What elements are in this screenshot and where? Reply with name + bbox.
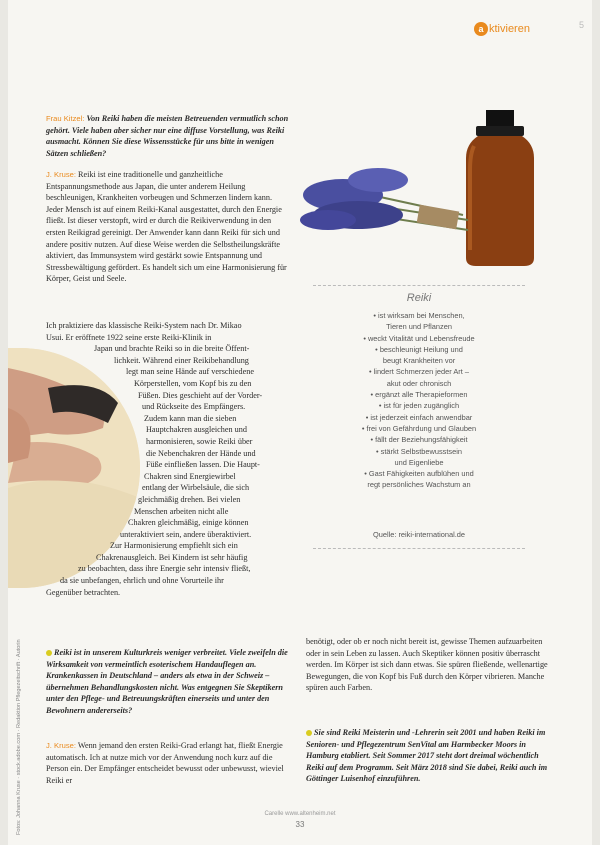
box-list-item: • lindert Schmerzen jeder Art – bbox=[369, 367, 469, 377]
body-line: Ich praktiziere das klassische Reiki-System nach Dr. Mikao bbox=[46, 321, 242, 330]
answer-label-2: J. Kruse: bbox=[46, 741, 76, 750]
box-list-item: • Gast Fähigkeiten aufblühen und bbox=[364, 469, 474, 479]
box-list-item: • stärkt Selbstbewusstsein bbox=[376, 446, 462, 456]
box-list-item: regt persönliches Wachstum an bbox=[367, 480, 471, 490]
box-list-item: und Eigenliebe bbox=[394, 457, 444, 467]
body-line: Menschen arbeiten nicht alle bbox=[134, 506, 229, 516]
footer-url: Carelle www.altenheim.net bbox=[264, 811, 336, 817]
body-line: Körperstellen, vom Kopf bis zu den bbox=[134, 378, 252, 388]
box-top-divider bbox=[313, 285, 525, 286]
magazine-page bbox=[8, 0, 592, 845]
corner-number: 5 bbox=[578, 20, 584, 30]
third-question bbox=[306, 727, 552, 785]
second-answer bbox=[46, 740, 291, 786]
box-list-item: • frei von Gefährdung und Glauben bbox=[361, 423, 477, 433]
box-list-item: Tieren und Pflanzen bbox=[386, 322, 452, 332]
section-badge bbox=[474, 22, 530, 36]
body-line: und Rückseite des Empfängers. bbox=[142, 402, 246, 412]
intro-answer-text: Reiki ist eine traditionelle und ganzheitliche Entspannungsmethode aus Japan, die unter anderem Heilung beschleunigen, Krankheiten vorbeugen und Schmerzen lindern kann. Jeder Mensch ist auf einem Reiki-Kanal ausgestattet, durch den Energie fließt. Ist dieser verstopft, wird er durch die Reikiverwendung in den ersten Reikigrad gereinigt. Der Anwender kann dann Reiki für sich und andere positiv nutzen. Auf diese Weise werden die Selbstheilungskräfte aktiviert, das Immunsystem wird gestärkt sowie Entspannung und Stressbewältigung gefördert. Es handelt sich um eine Harmonisierung für Körper, Geist und Seele. bbox=[46, 170, 287, 284]
body-line: Hauptchakren ausgleichen und bbox=[146, 425, 247, 435]
second-answer-text: Wenn jemand den ersten Reiki-Grad erlangt hat, fließt Energie automatisch. Ich at nutze mich vor der Anwendung noch kurz auf die Person ein. Der Empfänger entscheidet bewusst oder unbewusst, wieviel Reiki er bbox=[46, 741, 284, 785]
body-line: entlang der Wirbelsäule, die sich bbox=[142, 483, 250, 493]
third-question-text: Sie sind Reiki Meisterin und -Lehrerin seit 2001 und haben Reiki im Senioren- und Pflegezentrum SenVital am Harmbecker Moors in Hamburg etabliert. Seit Sommer 2017 steht dort dreimal wöchentlich Reiki auf dem Programm. Seit März 2018 sind Sie dabei, Reiki auch im Göttinger Luisenhof einzuführen. bbox=[306, 728, 548, 784]
box-list-item: • weckt Vitalität und Lebensfreude bbox=[363, 333, 475, 343]
lavender-stems bbox=[300, 168, 468, 230]
badge-label: ktivieren bbox=[489, 23, 530, 35]
body-line: lichkeit. Während einer Reikibehandlung bbox=[114, 355, 249, 365]
body-line: Zudem kann man die sieben bbox=[144, 413, 237, 423]
body-line: Usui. Er eröffnete 1922 seine erste Reiki-Klinik in bbox=[46, 332, 212, 342]
body-line: da sie unbefangen, ehrlich und ohne Vorurteile ihr bbox=[60, 576, 224, 586]
box-title: Reiki bbox=[406, 292, 432, 304]
body-line: Chakrenausgleich. Bei Kindern ist sehr häufig bbox=[96, 552, 248, 562]
body-line: Zur Harmonisierung empfiehlt sich ein bbox=[110, 541, 238, 551]
box-list-item: • ist jederzeit einfach anwendbar bbox=[365, 412, 473, 422]
box-list-item: beugt Krankheiten vor bbox=[382, 356, 456, 366]
box-list-item: • ist für jeden zugänglich bbox=[378, 401, 460, 411]
second-question bbox=[46, 647, 291, 717]
body-line: legt man seine Hände auf verschiedene bbox=[126, 367, 254, 377]
intro-question-text: Von Reiki haben die meisten Betreuenden vermutlich schon gehört. Viele haben aber sicher nur eine diffuse Vorstellung, was Reiki ausmacht. Können Sie diese Wissensstücke für uns bitte in wenigen Sätzen schließen? bbox=[46, 114, 289, 158]
box-list-item: • ergänzt alle Therapieformen bbox=[370, 390, 468, 400]
interviewer-label: Frau Kitzel: bbox=[46, 114, 85, 123]
body-line: Füßen. Dies geschieht auf der Vorder- bbox=[138, 390, 263, 400]
body-line: unteraktiviert sein, andere überaktiviert. bbox=[120, 529, 252, 539]
photo-credit: Fotos: Johanna Kruse · stock.adobe.com · Redaktion Pflegezeitschrift · Autorin bbox=[16, 639, 22, 835]
body-line: Gegenüber betrachten. bbox=[46, 587, 121, 597]
question-marker-icon bbox=[46, 650, 52, 656]
answer-label: J. Kruse: bbox=[46, 170, 76, 179]
question-marker-icon-2 bbox=[306, 730, 312, 736]
box-list-item: • ist wirksam bei Menschen, bbox=[373, 311, 465, 320]
body-line: gleichmäßig drehen. Bei vielen bbox=[138, 494, 241, 504]
body-line: Chakren gleichmäßig, einige können bbox=[128, 518, 249, 528]
body-line: zu beobachten, dass ihre Energie sehr intensiv fließt, bbox=[78, 564, 251, 574]
lavender-oil-photo bbox=[298, 80, 553, 270]
right-column-text: benötigt, oder ob er noch nicht bereit ist, gewisse Themen aufzuarbeiten oder in sein Leben zu lassen. Auch Skeptiker können positiv überrascht werden. Im Körper ist sich dann etwas. Sie spüren fließende, wellenartige Bewegungen, die von Kopf bis Fuß durch den Körper vibrieren. Manche spüren auch Farben. bbox=[306, 637, 548, 693]
box-source: Quelle: reiki-international.de bbox=[372, 530, 466, 539]
intro-question bbox=[46, 113, 291, 159]
box-bottom-divider bbox=[313, 548, 525, 549]
box-list bbox=[313, 310, 525, 491]
badge-letter: a bbox=[474, 22, 488, 36]
body-line: die Nebenchakren der Hände und bbox=[146, 448, 256, 458]
intro-answer bbox=[46, 169, 291, 285]
box-list-item: akut oder chronisch bbox=[386, 378, 452, 388]
body-line: Japan und brachte Reiki so in die breite Öffent- bbox=[94, 344, 250, 354]
body-line: Chakren sind Energiewirbel bbox=[144, 471, 236, 481]
body-text bbox=[46, 320, 294, 598]
box-list-item: • beschleunigt Heilung und bbox=[375, 344, 463, 354]
second-question-text: Reiki ist in unserem Kulturkreis weniger verbreitet. Viele zweifeln die Wirksamkeit von vermeintlich esoterischem Handauflegen an. Krankenkassen in Deutschland – anders als etwa in der Schweiz – übernehmen Behandlungskosten nicht. Was entgegnen Sie Skeptikern unter den Pflege- und Betreuungskräften einerseits und unter den Bewohnern andererseits? bbox=[46, 648, 288, 715]
box-list-item: • fällt der Beziehungsfähigkeit bbox=[370, 435, 468, 445]
body-line: Füße einfließen lassen. Die Haupt- bbox=[146, 460, 260, 470]
body-line: harmonisieren, sowie Reiki über bbox=[146, 436, 253, 446]
page-number: 33 bbox=[295, 820, 305, 829]
